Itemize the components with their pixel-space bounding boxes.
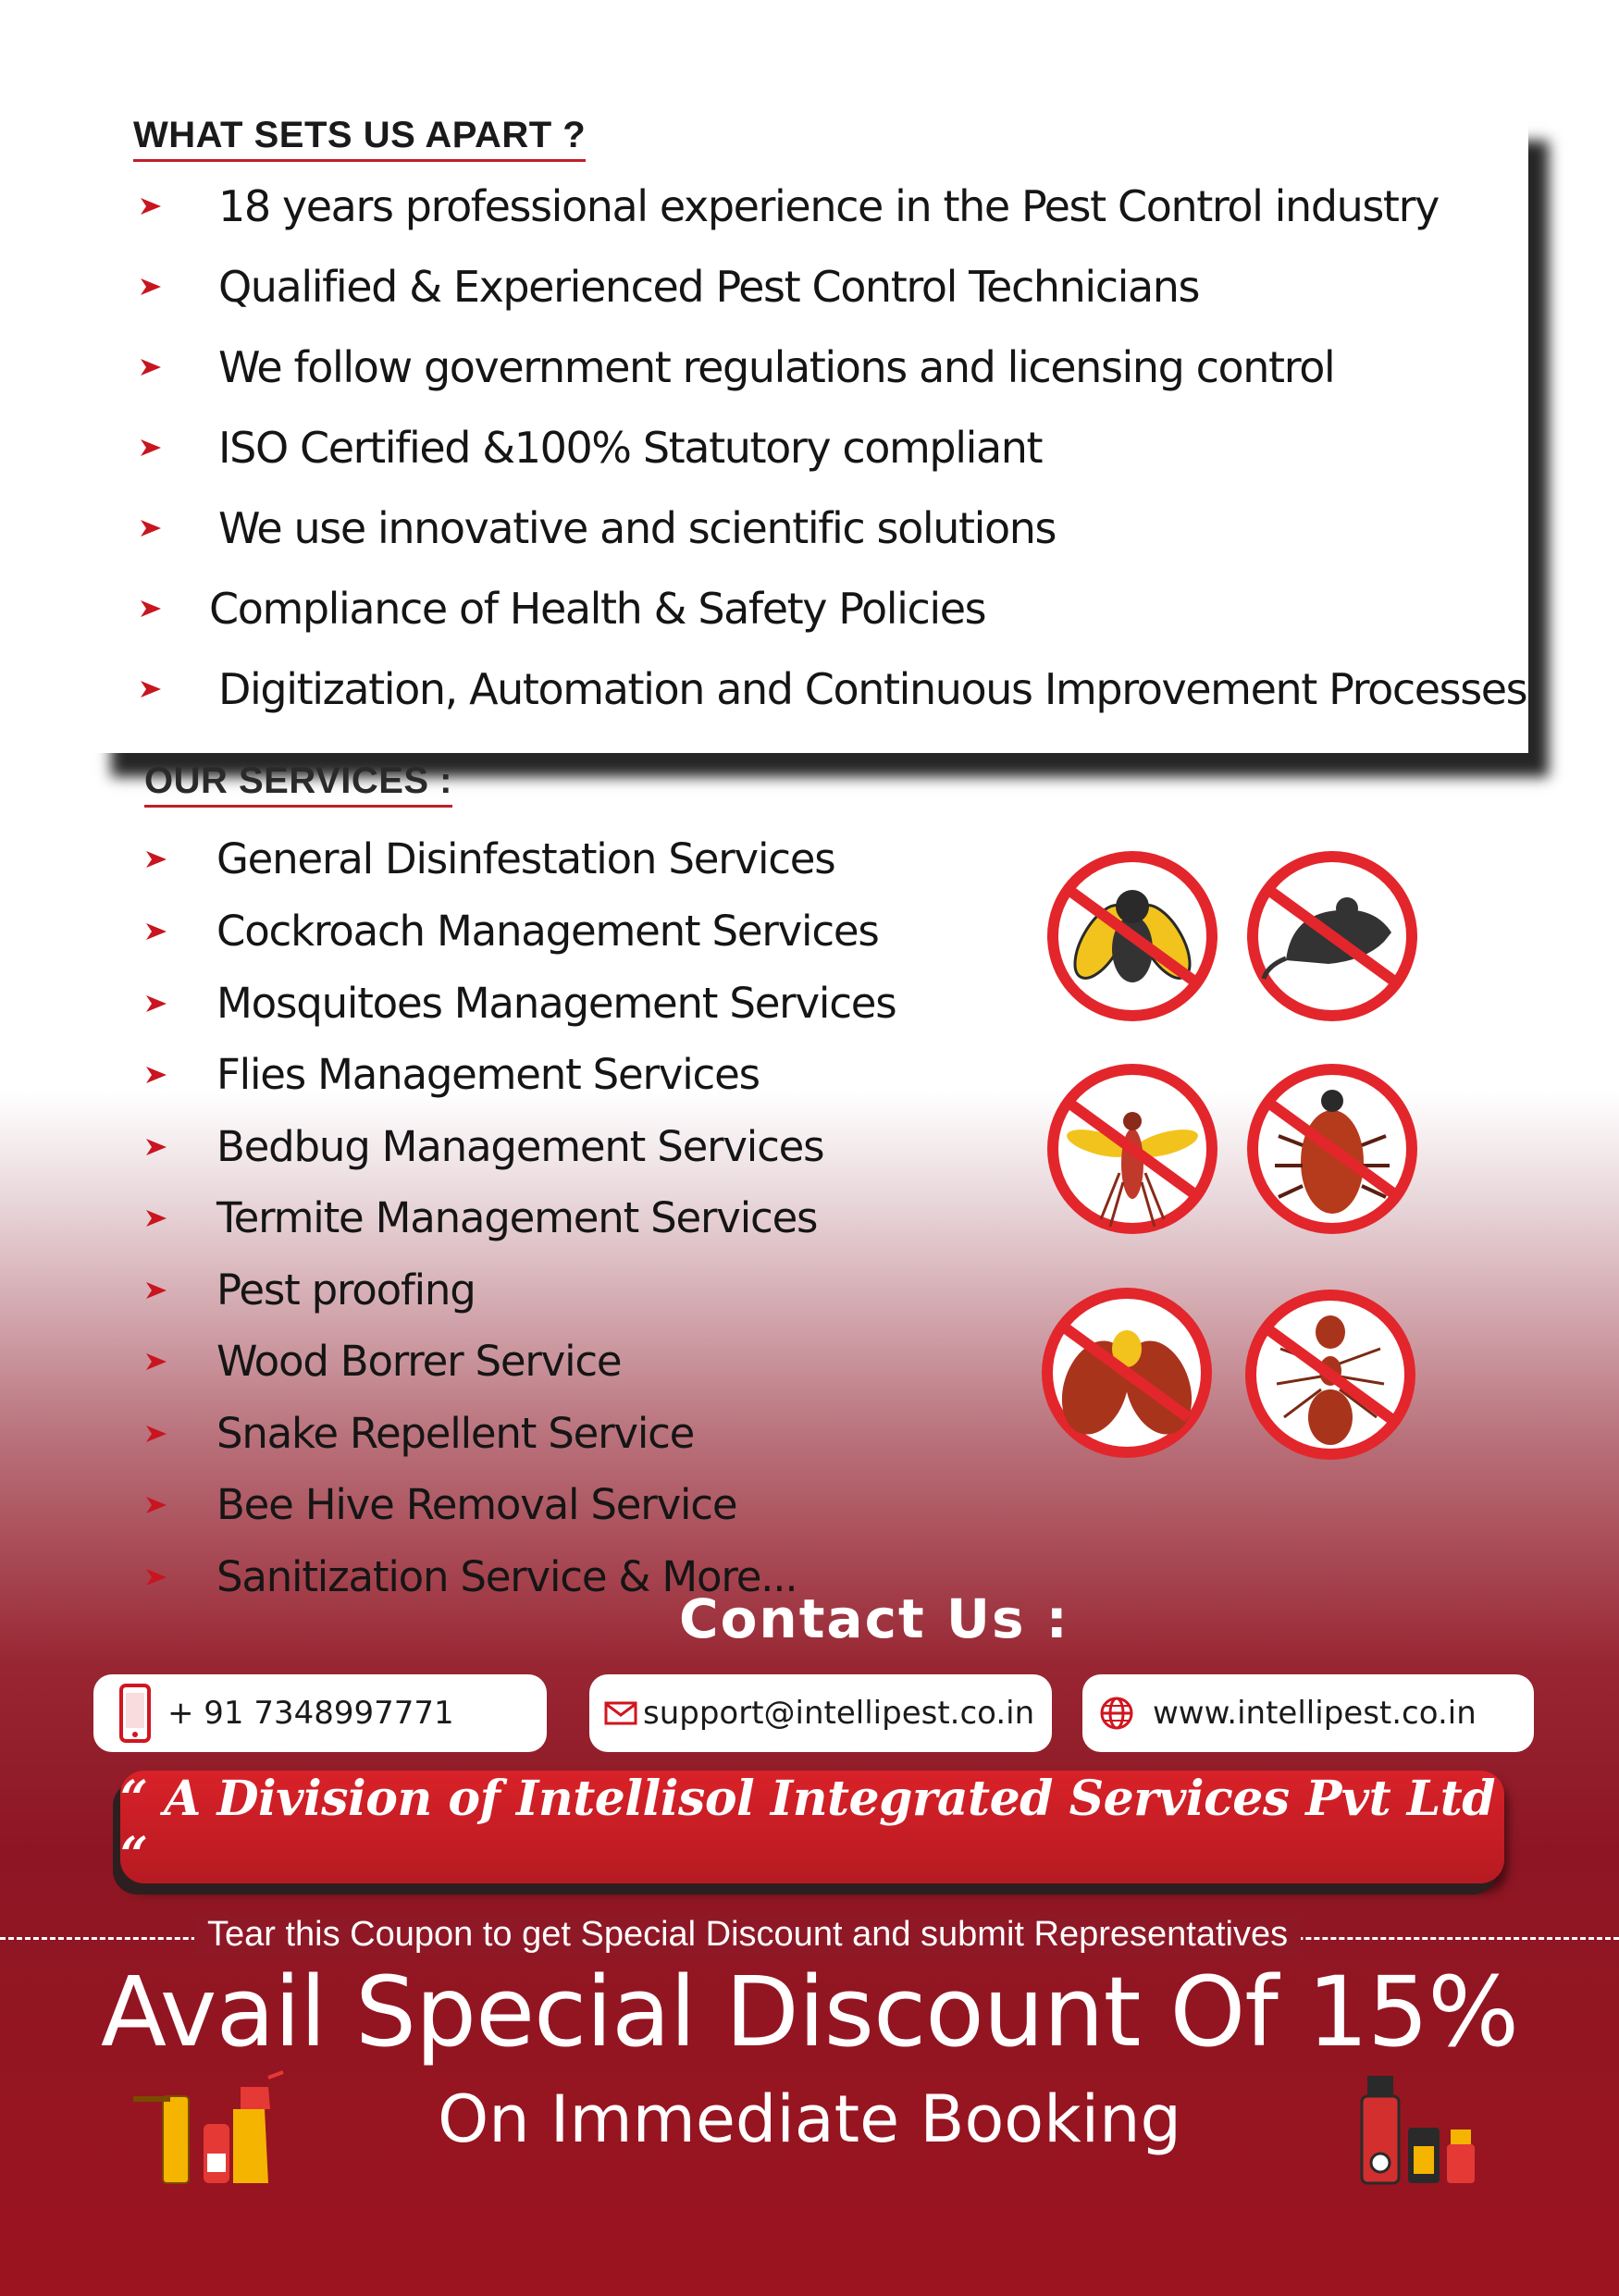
email-address: support@intellipest.co.in [643,1695,1035,1732]
no-mosquito-icon [1045,1062,1219,1236]
email-contact[interactable] [589,1674,1052,1752]
arrow-bullet-icon [139,436,163,460]
feature-item: We follow government regulations and licensing control [139,342,1334,392]
phone-icon [119,1684,151,1743]
features-heading: WHAT SETS US APART ? [133,115,586,156]
feature-item: We use innovative and scientific solutions [139,503,1056,553]
feature-item: Qualified & Experienced Pest Control Technicians [139,262,1199,312]
service-item: Sanitization Service & More... [144,1552,797,1601]
arrow-bullet-icon [144,1135,168,1159]
arrow-bullet-icon [139,275,163,299]
service-item: Snake Repellent Service [144,1409,694,1458]
service-item: Pest proofing [144,1265,476,1315]
arrow-bullet-icon [139,516,163,540]
arrow-bullet-icon [144,1493,168,1517]
spray-bottles-icon [130,2068,287,2189]
service-item: Cockroach Management Services [144,907,879,956]
service-item: Wood Borrer Service [144,1337,621,1386]
service-item: Bedbug Management Services [144,1122,823,1171]
no-rat-icon [1245,849,1419,1023]
arrow-bullet-icon [144,1350,168,1374]
contact-heading: Contact Us : [679,1587,1069,1650]
arrow-bullet-icon [144,1278,168,1302]
arrow-bullet-icon [144,992,168,1016]
no-moth-icon [1040,1286,1214,1460]
arrow-bullet-icon [144,1565,168,1589]
phone-contact[interactable] [93,1674,547,1752]
division-banner: “ A Division of Intellisol Integrated Services Pvt Ltd “ [120,1771,1504,1883]
coupon-instruction: Tear this Coupon to get Special Discount and submit Representatives [194,1915,1301,1955]
globe-icon [1099,1696,1134,1731]
service-item: Termite Management Services [144,1193,817,1242]
service-item: Mosquitoes Management Services [144,979,896,1028]
service-item: Bee Hive Removal Service [144,1480,736,1529]
arrow-bullet-icon [144,920,168,944]
arrow-bullet-icon [139,597,163,621]
no-termite-icon [1243,1288,1417,1462]
feature-item: Digitization, Automation and Continuous Improvement Processes [139,664,1526,714]
no-fly-icon [1045,849,1219,1023]
website-contact[interactable] [1082,1674,1534,1752]
no-cockroach-icon [1245,1062,1419,1236]
arrow-bullet-icon [144,1063,168,1087]
arrow-bullet-icon [144,1206,168,1230]
feature-item: 18 years professional experience in the Pest Control industry [139,181,1439,231]
service-item: General Disinfestation Services [144,834,835,883]
arrow-bullet-icon [139,355,163,379]
booking-subline: On Immediate Booking [438,2081,1181,2157]
arrow-bullet-icon [144,1422,168,1446]
service-item: Flies Management Services [144,1050,760,1099]
insecticide-cans-icon [1343,2068,1491,2189]
feature-item: ISO Certified &100% Statutory compliant [139,423,1042,473]
arrow-bullet-icon [139,677,163,701]
feature-item: Compliance of Health & Safety Policies [139,584,985,634]
services-heading: OUR SERVICES : [144,760,452,802]
discount-headline: Avail Special Discount Of 15% [100,1956,1519,2068]
mail-icon [604,1700,637,1726]
phone-number: + 91 7348997771 [167,1695,454,1732]
website-url: www.intellipest.co.in [1153,1695,1477,1732]
arrow-bullet-icon [139,194,163,218]
arrow-bullet-icon [144,847,168,871]
